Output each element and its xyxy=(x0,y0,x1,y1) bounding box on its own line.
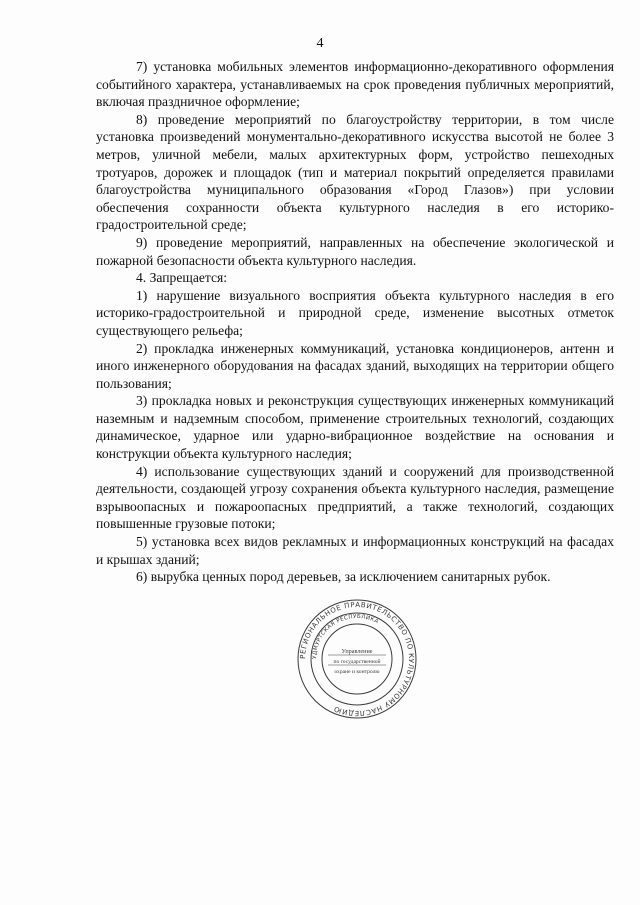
prohibition-item-6: 6) вырубка ценных пород деревьев, за исключением санитарных рубок. xyxy=(136,569,551,585)
paragraph-item-7: 7) установка мобильных элементов информационно-декоративного оформления событийного характера, устанавливаемых на срок проведения публичных мероприятий, включая праздничное оформление; xyxy=(96,59,614,110)
stamp-center-line-3: охране и контролю xyxy=(334,669,380,675)
prohibition-item-2: 2) прокладка инженерных коммуникаций, установка кондиционеров, антенн и иного инженерного оборудования на фасадах зданий, выходящих на территории общего пользования; xyxy=(96,340,614,391)
paragraph-item-9: 9) проведение мероприятий, направленных на обеспечение экологической и пожарной безопасности объекта культурного наследия. xyxy=(96,234,614,268)
prohibition-item-3: 3) прокладка новых и реконструкция существующих инженерных коммуникаций наземным и надземным способом, применение строительных технологий, создающих динамическое, ударное или ударно-вибрационное воздействие на основания и конструкции объекта культурного наследия; xyxy=(96,393,614,462)
stamp-center-line-1: Управление xyxy=(341,648,373,655)
page-number: 4 xyxy=(316,36,324,51)
stamp-inner-text: УДМУРТСКАЯ РЕСПУБЛИКА xyxy=(311,613,380,660)
prohibition-item-1: 1) нарушение визуального восприятия объекта культурного наследия в его историко-градостроительной и природной среде, изменение высотных отметок существующего рельефа; xyxy=(96,287,614,338)
paragraph-item-8: 8) проведение мероприятий по благоустройству территории, в том числе установка произведений монументально-декоративного искусства высотой не более 3 метров, уличной мебели, малых архитектурных форм, устройство пешеходных тротуаров, дорожек и площадок (тип и материал покрытий определяется правилами благоустройства муниципального образования «Город Глазов») при условии обеспечения сохранности объекта культурного наследия в его историко-градостроительной среде; xyxy=(96,111,614,233)
document-body xyxy=(96,58,614,586)
stamp-outer-text: РЕГИОНАЛЬНОЕ ПРАВИТЕЛЬСТВО ПО КУЛЬТУРНОМУ НАСЛЕДИЮ xyxy=(298,600,416,718)
official-stamp xyxy=(296,598,418,720)
prohibition-item-4: 4) использование существующих зданий и сооружений для производственной деятельности, создающей угрозу сохранения объекта культурного наследия, размещение взрывоопасных и пожароопасных предприятий, а также технологий, создающих повышенные грузовые потоки; xyxy=(96,463,614,532)
section-heading-prohibited: 4. Запрещается: xyxy=(136,270,228,286)
stamp-center-line-2: по государственной xyxy=(333,659,381,665)
prohibition-item-5: 5) установка всех видов рекламных и информационных конструкций на фасадах и крышах зданий; xyxy=(96,534,614,567)
